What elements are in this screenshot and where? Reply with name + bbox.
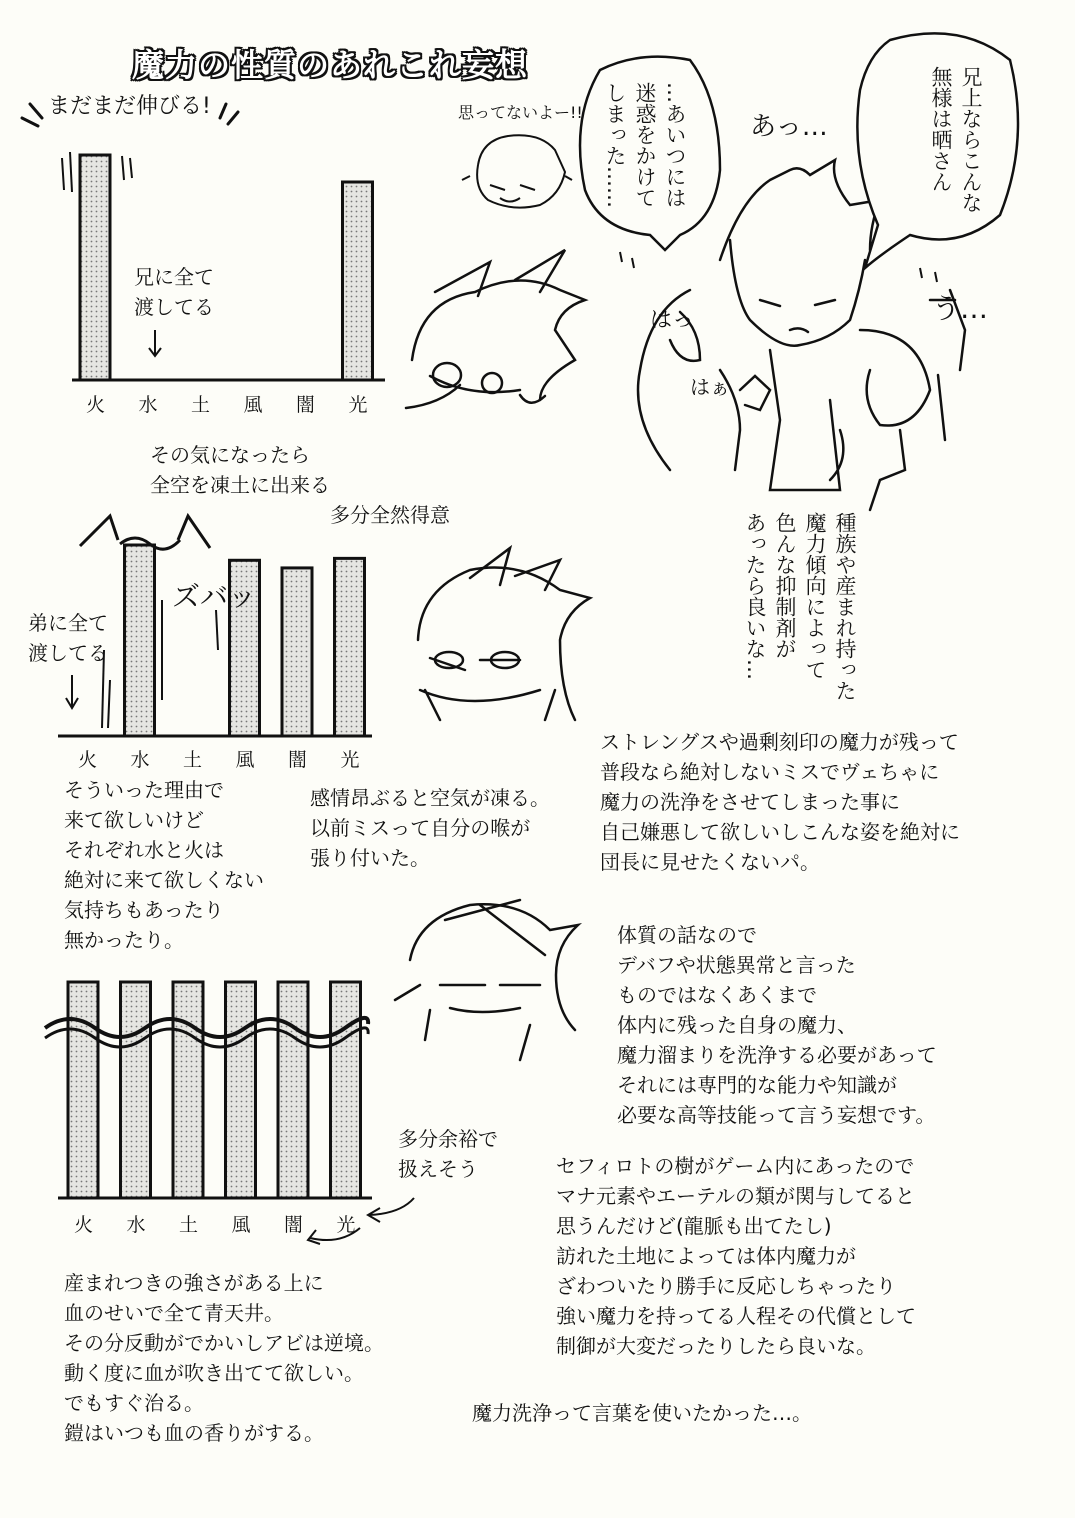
paragraph-2: 体質の話なので デバフや状態異常と言った ものではなくあくまで 体内に残った自身の魔力、 魔力溜まりを洗浄する必要があって それには専門的な能力や知識が 必要な高等技能って言う妄想です。	[617, 923, 937, 1127]
mini-chibi	[462, 135, 572, 207]
chart1-bars	[80, 155, 373, 380]
chart1-note-mid: 兄に全て 渡してる	[134, 265, 214, 319]
chart1-note-below: その気になったら 全空を凍土に出来る	[150, 443, 330, 497]
chart1-arrow	[149, 330, 161, 356]
chart2-note-below: そういった理由で 来て欲しいけど それぞれ水と火は 絶対に来て欲しくない 気持ちもあったり 無かったり。	[64, 778, 264, 952]
chibi-face-3	[395, 900, 578, 1060]
chart3-bar-水	[121, 982, 151, 1198]
bubble-right-text: 兄上ならこんな 無様は晒さん	[929, 66, 983, 213]
chart2-tick-label: 光	[340, 749, 360, 771]
chart3-tick-label: 闇	[284, 1214, 304, 1236]
chart2-tick-label: 火	[78, 749, 98, 771]
chart3-note-below: 産まれつきの強さがある上に 血のせいで全て青天井。 その分反動がでかいしアビは逆境。 動く度に血が吹き出てて欲しい。 でもすぐ治る。 鎧はいつも血の香りがする。	[64, 1271, 384, 1445]
chart1-tick-label: 闇	[296, 394, 316, 416]
chart2-sfx: ズバッ	[172, 580, 257, 613]
comic-vertical-note: 種族や産まれ持った 魔力傾向によって 色んな抑制剤が あったら良いな…	[743, 512, 857, 701]
chart3-bar-土	[173, 982, 203, 1198]
paragraph-1: ストレングスや過剰刻印の魔力が残って 普段なら絶対しないミスでヴェちゃに 魔力の洗浄をさせてしまった事に 自己嫌悪して欲しいしこんな姿を絶対に 団長に見せたくないパ。	[600, 730, 960, 874]
chart2-tick-label: 土	[183, 749, 203, 771]
chart2-bars	[125, 545, 365, 736]
chart2-speed-lines	[102, 600, 218, 728]
chibi-face-2	[418, 548, 590, 720]
chart1-tick-label: 風	[243, 394, 263, 416]
chart3-bar-闇	[278, 982, 308, 1198]
bubble-left-text: …あいつには 迷惑をかけて しまった……	[603, 82, 687, 208]
chart3-bar-光	[331, 982, 361, 1198]
chibi-face-1	[406, 250, 585, 408]
chart2-bar-闇	[282, 568, 312, 736]
chart1-tick-label: 光	[348, 394, 368, 416]
chart3-bar-風	[226, 982, 256, 1198]
paragraph-4: 魔力洗浄って言葉を使いたかった…。	[472, 1401, 812, 1425]
mini-bubble-text: 思ってないよー!!	[458, 103, 583, 122]
chart1-bar-火	[80, 155, 110, 380]
chart2-tick-label: 水	[130, 749, 150, 771]
chart1-tick-label: 火	[86, 394, 106, 416]
chart2-peak-lines	[80, 516, 210, 548]
chart2-note-right: 感情昂ぶると空気が凍る。 以前ミスって自分の喉が 張り付いた。	[310, 786, 550, 870]
chart2-tick-label: 闇	[288, 749, 308, 771]
sfx-a: あっ…	[750, 112, 828, 142]
page-title: 魔力の性質のあれこれ妄想	[132, 46, 529, 84]
header-note: まだまだ伸びる!	[48, 94, 211, 119]
chart3-tick-label: 風	[231, 1214, 251, 1236]
chart3-tick-label: 土	[179, 1214, 199, 1236]
chart3-tick-label: 水	[126, 1214, 146, 1236]
chart1-tick-label: 土	[191, 394, 211, 416]
chart3-bar-火	[68, 982, 98, 1198]
chart1-bar-光	[343, 182, 373, 380]
chart2-bar-水	[125, 545, 155, 736]
chart3-note-right: 多分余裕で 扱えそう	[398, 1127, 498, 1181]
paragraph-3: セフィロトの樹がゲーム内にあったので マナ元素やエーテルの類が関与してると 思うんだけど(龍脈も出てたし) 訪れた土地によっては体内魔力が ざわついたり勝手に反応しちゃったり 強い魔力を持ってる人程その代償として 制御が大変だったりしたら良いな。	[556, 1154, 916, 1358]
sweat-marks	[620, 252, 937, 282]
chart2-arrow	[66, 675, 78, 708]
sfx-u: う…	[932, 292, 989, 325]
chart3-arrow-right	[368, 1198, 414, 1222]
chart3-tick-label: 火	[74, 1214, 94, 1236]
chart2-tick-label: 風	[235, 749, 255, 771]
sfx-ha-1: はっ	[650, 308, 695, 333]
chart3-bars	[68, 982, 361, 1198]
chart1-note-side: 多分全然得意	[330, 503, 450, 527]
chart2-note-left: 弟に全て 渡してる	[28, 611, 108, 665]
chart3-tick-label: 光	[336, 1214, 356, 1236]
sfx-ha-2: はぁ	[690, 375, 730, 399]
chart1-tick-label: 水	[138, 394, 158, 416]
chart2-bar-光	[335, 558, 365, 736]
